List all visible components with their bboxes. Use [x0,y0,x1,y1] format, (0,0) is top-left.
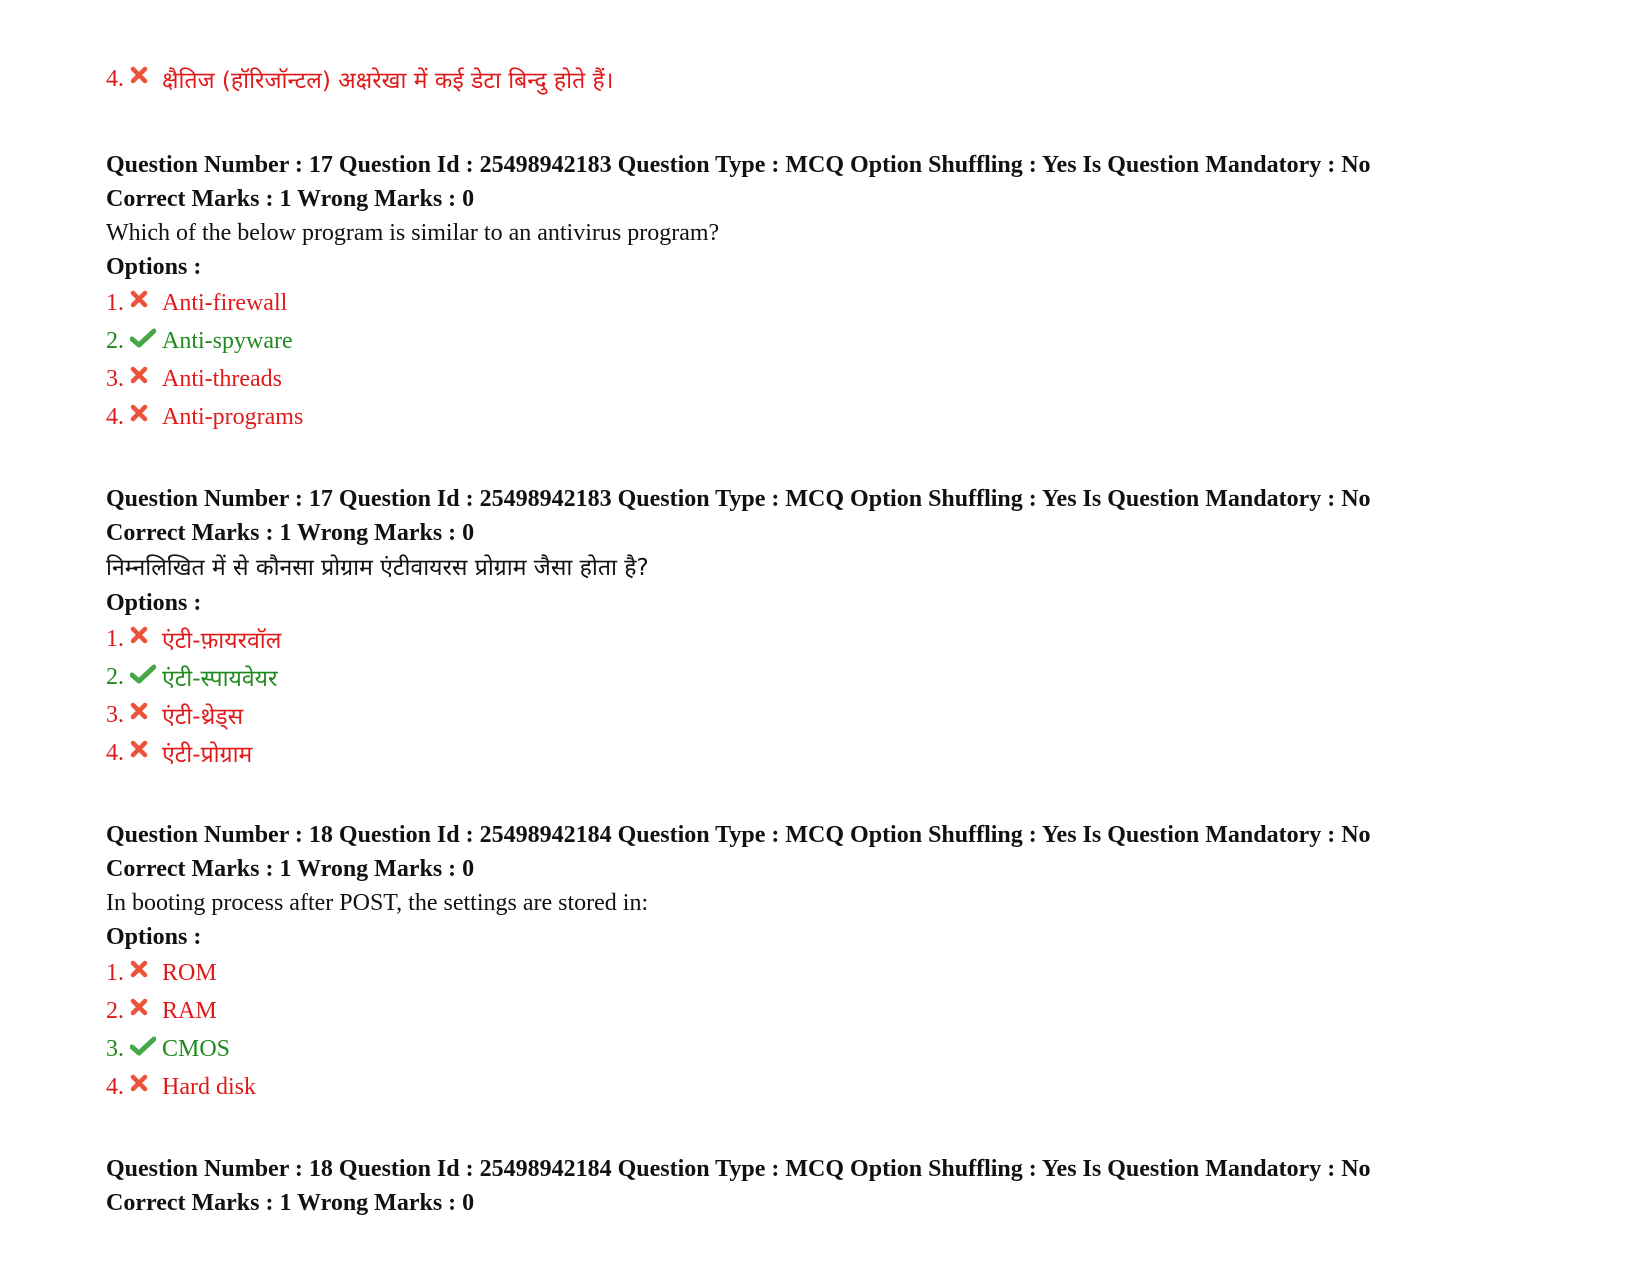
prev-option [106,60,1606,98]
cross-icon [130,960,162,986]
question-meta: Question Number : 18 Question Id : 25498942184 Question Type : MCQ Option Shuffling : Yes Is Question Mandatory : No [106,1156,1371,1182]
check-icon [130,328,162,354]
option-text: RAM [162,997,217,1024]
option-item [106,360,1606,398]
option-number: 4. [106,403,124,430]
option-item [106,658,1606,696]
option-number: 2. [106,327,124,354]
option-text: Anti-threads [162,365,282,392]
cross-icon [130,366,162,392]
question-block [106,482,1606,772]
option-number: 1. [106,959,124,986]
option-number: 3. [106,701,124,728]
options-label: Options : [106,924,202,950]
options-label: Options : [106,590,202,616]
option-text: Anti-programs [162,403,304,430]
question-meta: Question Number : 17 Question Id : 25498942183 Question Type : MCQ Option Shuffling : Yes Is Question Mandatory : No [106,486,1371,512]
option-item [106,284,1606,322]
marks-line: Correct Marks : 1 Wrong Marks : 0 [106,520,475,546]
marks-line: Correct Marks : 1 Wrong Marks : 0 [106,186,475,212]
option-number: 4. [106,1073,124,1100]
option-text: एंटी-थ्रेड्स [162,704,244,730]
cross-icon [130,702,162,728]
option-number: 1. [106,625,124,652]
option-number: 4. [106,739,124,766]
question-meta: Question Number : 18 Question Id : 25498942184 Question Type : MCQ Option Shuffling : Yes Is Question Mandatory : No [106,822,1371,848]
option-item [106,954,1606,992]
cross-icon [130,290,162,316]
cross-icon [130,404,162,430]
option-text: एंटी-स्पायवेयर [162,666,278,692]
cross-icon [130,998,162,1024]
cross-icon [130,626,162,652]
marks-line: Correct Marks : 1 Wrong Marks : 0 [106,1190,475,1216]
question-block [106,1152,1606,1220]
question-text: Which of the below program is similar to an antivirus program? [106,220,720,246]
option-text: क्षैतिज (हॉरिजॉन्टल) अक्षरेखा में कई डेटा बिन्दु होते हैं। [162,68,614,94]
cross-icon [130,66,162,92]
option-text: Anti-firewall [162,289,288,316]
cross-icon [130,1074,162,1100]
options-label: Options : [106,254,202,280]
check-icon [130,664,162,690]
option-item [106,1068,1606,1106]
question-meta: Question Number : 17 Question Id : 25498942183 Question Type : MCQ Option Shuffling : Yes Is Question Mandatory : No [106,152,1371,178]
cross-icon [130,740,162,766]
check-icon [130,1036,162,1062]
option-item [106,734,1606,772]
question-block [106,148,1606,436]
option-number: 2. [106,663,124,690]
option-text: Hard disk [162,1073,256,1100]
option-text: एंटी-फ़ायरवॉल [162,628,282,654]
option-number: 2. [106,997,124,1024]
option-item [106,696,1606,734]
question-block [106,818,1606,1106]
option-item [106,992,1606,1030]
option-number: 4. [106,65,124,92]
option-number: 3. [106,1035,124,1062]
option-item [106,620,1606,658]
question-text: In booting process after POST, the settings are stored in: [106,890,649,916]
question-paper [106,60,1606,1220]
option-text: CMOS [162,1035,231,1062]
option-number: 3. [106,365,124,392]
marks-line: Correct Marks : 1 Wrong Marks : 0 [106,856,475,882]
option-text: एंटी-प्रोग्राम [162,742,253,768]
question-text: निम्नलिखित में से कौनसा प्रोग्राम एंटीवायरस प्रोग्राम जैसा होता है? [106,555,649,581]
option-item [106,1030,1606,1068]
option-number: 1. [106,289,124,316]
option-text: Anti-spyware [162,327,293,354]
option-item [106,322,1606,360]
option-item [106,398,1606,436]
option-text: ROM [162,959,217,986]
